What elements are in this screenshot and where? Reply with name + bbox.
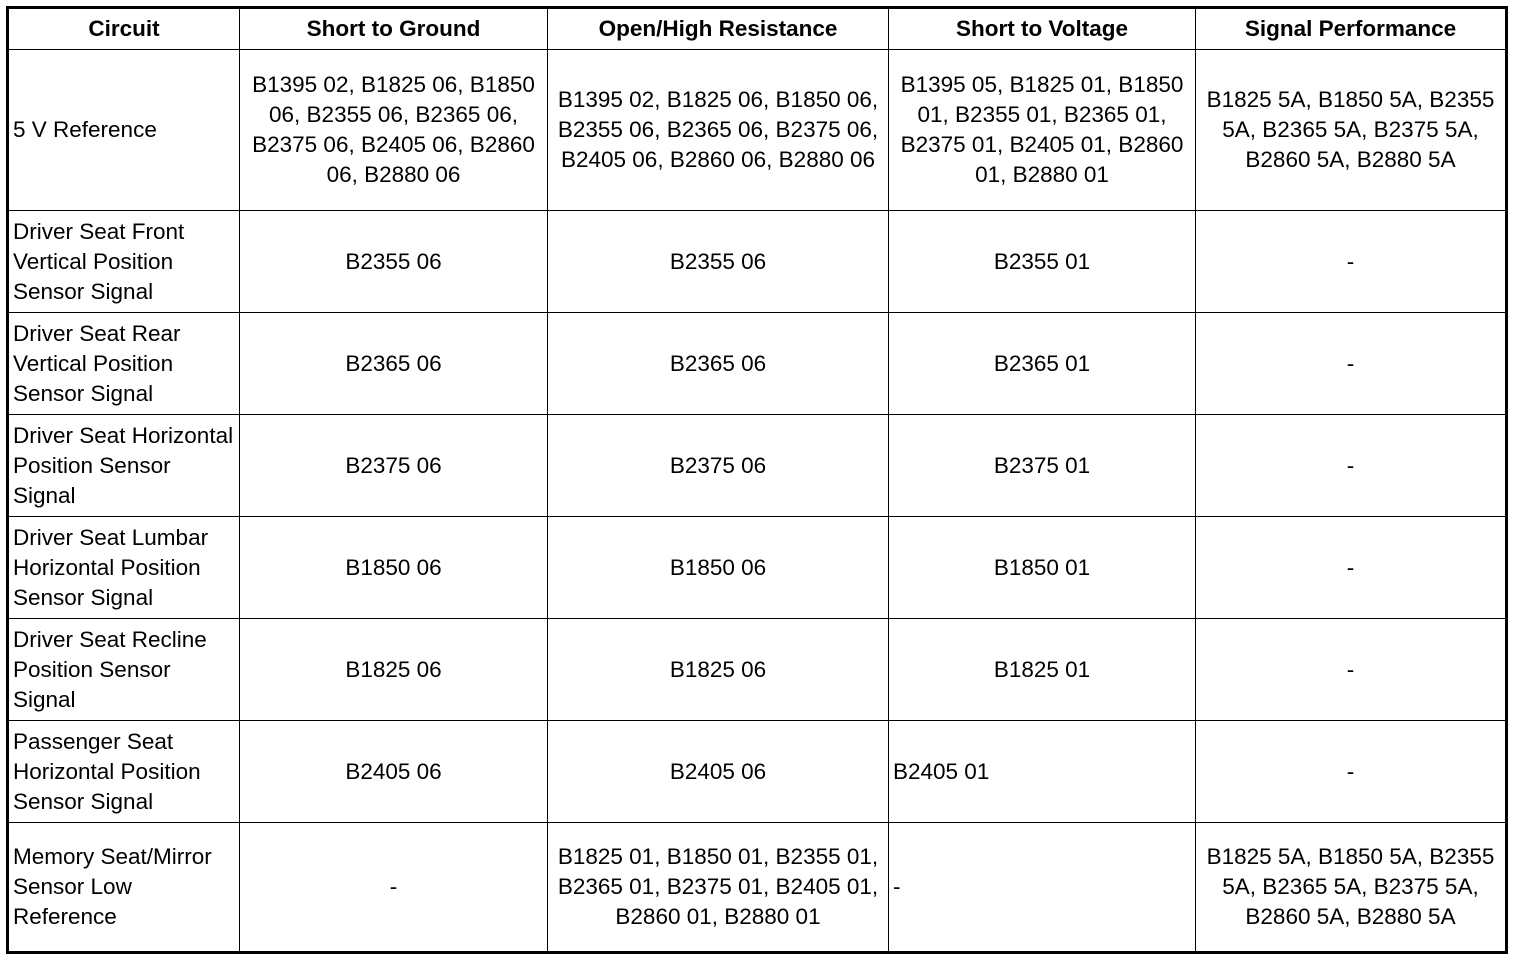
open-high-resistance-cell: B1825 01, B1850 01, B2355 01, B2365 01, B2375 01, B2405 01, B2860 01, B2880 01 [548, 823, 889, 953]
open-high-resistance-cell: B2365 06 [548, 313, 889, 415]
open-high-resistance-cell: B2375 06 [548, 415, 889, 517]
circuit-cell: Driver Seat Rear Vertical Position Sensor Signal [8, 313, 240, 415]
short-to-voltage-cell: B1395 05, B1825 01, B1850 01, B2355 01, B2365 01, B2375 01, B2405 01, B2860 01, B2880 01 [889, 50, 1196, 211]
circuit-cell: Driver Seat Front Vertical Position Sensor Signal [8, 211, 240, 313]
open-high-resistance-cell: B2405 06 [548, 721, 889, 823]
open-high-resistance-cell: B1850 06 [548, 517, 889, 619]
short-to-ground-cell: B2405 06 [240, 721, 548, 823]
signal-performance-cell: B1825 5A, B1850 5A, B2355 5A, B2365 5A, B2375 5A, B2860 5A, B2880 5A [1196, 50, 1507, 211]
short-to-ground-cell: B2365 06 [240, 313, 548, 415]
short-to-ground-cell: B2375 06 [240, 415, 548, 517]
short-to-ground-cell: B1850 06 [240, 517, 548, 619]
circuit-cell: Driver Seat Horizontal Position Sensor Signal [8, 415, 240, 517]
circuit-cell: Passenger Seat Horizontal Position Sensor Signal [8, 721, 240, 823]
header-row [8, 8, 1507, 50]
table-row [8, 721, 1507, 823]
circuit-cell: Driver Seat Lumbar Horizontal Position Sensor Signal [8, 517, 240, 619]
circuit-cell: Memory Seat/Mirror Sensor Low Reference [8, 823, 240, 953]
short-to-ground-cell: - [240, 823, 548, 953]
header-signal-performance: Signal Performance [1196, 8, 1507, 50]
dtc-circuit-table [6, 6, 1508, 954]
signal-performance-cell: B1825 5A, B1850 5A, B2355 5A, B2365 5A, B2375 5A, B2860 5A, B2880 5A [1196, 823, 1507, 953]
short-to-voltage-cell: B1825 01 [889, 619, 1196, 721]
table-row [8, 211, 1507, 313]
table-row [8, 313, 1507, 415]
signal-performance-cell: - [1196, 517, 1507, 619]
circuit-cell: 5 V Reference [8, 50, 240, 211]
signal-performance-cell: - [1196, 619, 1507, 721]
table-row [8, 50, 1507, 211]
signal-performance-cell: - [1196, 313, 1507, 415]
open-high-resistance-cell: B1395 02, B1825 06, B1850 06, B2355 06, B2365 06, B2375 06, B2405 06, B2860 06, B2880 06 [548, 50, 889, 211]
short-to-ground-cell: B2355 06 [240, 211, 548, 313]
table-row [8, 415, 1507, 517]
header-open-high-resistance: Open/High Resistance [548, 8, 889, 50]
open-high-resistance-cell: B1825 06 [548, 619, 889, 721]
header-short-to-voltage: Short to Voltage [889, 8, 1196, 50]
header-circuit: Circuit [8, 8, 240, 50]
open-high-resistance-cell: B2355 06 [548, 211, 889, 313]
short-to-voltage-cell: B2355 01 [889, 211, 1196, 313]
short-to-ground-cell: B1825 06 [240, 619, 548, 721]
circuit-cell: Driver Seat Recline Position Sensor Signal [8, 619, 240, 721]
signal-performance-cell: - [1196, 211, 1507, 313]
table-row [8, 517, 1507, 619]
short-to-voltage-cell: B1850 01 [889, 517, 1196, 619]
short-to-voltage-cell: B2365 01 [889, 313, 1196, 415]
short-to-voltage-cell: B2405 01 [889, 721, 1196, 823]
short-to-voltage-cell: B2375 01 [889, 415, 1196, 517]
short-to-ground-cell: B1395 02, B1825 06, B1850 06, B2355 06, B2365 06, B2375 06, B2405 06, B2860 06, B2880 06 [240, 50, 548, 211]
table-row [8, 619, 1507, 721]
signal-performance-cell: - [1196, 721, 1507, 823]
header-short-to-ground: Short to Ground [240, 8, 548, 50]
short-to-voltage-cell: - [889, 823, 1196, 953]
table-row [8, 823, 1507, 953]
signal-performance-cell: - [1196, 415, 1507, 517]
